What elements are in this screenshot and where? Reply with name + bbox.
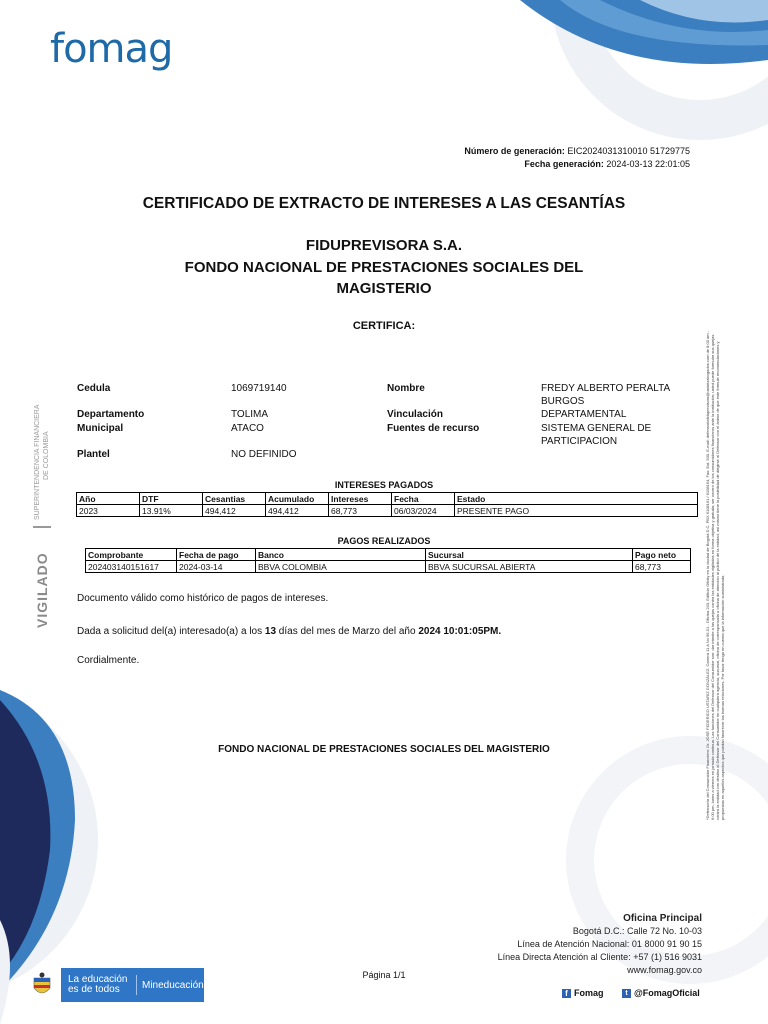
col-header: Estado [455,493,698,505]
table-cell: BBVA SUCURSAL ABIERTA [426,561,633,573]
legal-notice-text: *Defensoría del Consumidor Financiero: Dr. JOSÉ FEDERICO USTARIZ GONZÁLEZ. Carrera 11 A No 96-51 - Oficina 203, Edificio Oficity en la ciudad de Bogotá D.C. PBX 6108161 / 6108164, Fax: Ext. 500. E-mail: defensoriafiduprevisora@ustarizabogados.com de 8:00 am - 6:00 pm, lunes a viernes en jornada continua. Las funciones del Defensor del Consumidor son: dar trámite a las quejas contra las entidades vigiladas en forma objetiva y gratuita; ser vocero de los consumidores financieros ante la institución; usted puede formular sus quejas contra la entidad con destino al Defensor del Consumidor en cualquiera agencia, sucursal, oficina de corresponsalía u oficina de atención al público de la entidad, así mismo tiene la posibilidad de dirigirse al Defensor con el ánimo de que éste formule recomendaciones y propuestas en aquellos aspectos que puedan favorecer las buenas relaciones. Por favor tenga en cuenta que la información suministrada. [705,330,725,820]
vinculacion-label: Vinculación [387,409,443,420]
office-line-cliente: Línea Directa Atención al Cliente: +57 (1) 516 9031 [497,952,702,962]
col-header: Cesantias [203,493,266,505]
col-header: DTF [140,493,203,505]
table-cell: 494,412 [266,505,329,517]
fuentes-value-1: SISTEMA GENERAL DE [541,423,652,434]
office-web[interactable]: www.fomag.gov.co [627,965,702,975]
table-row [86,561,691,573]
entity-line-1: FIDUPREVISORA S.A. [305,237,463,254]
intereses-title: INTERESES PAGADOS [334,480,434,490]
education-slogan: La educación es de todos [61,975,137,995]
col-header: Intereses [329,493,392,505]
table-cell: 494,412 [203,505,266,517]
col-header: Fecha [392,493,455,505]
table-cell: 68,773 [633,561,691,573]
table-cell: 2023 [77,505,140,517]
office-line-nacional: Línea de Atención Nacional: 01 8000 91 90 15 [517,939,702,949]
cedula-value: 1069719140 [231,383,287,394]
municipal-label: Municipal [77,423,124,434]
generation-date: Fecha generación: 2024-03-13 22:01:05 [524,159,690,169]
pagos-table [85,548,691,573]
vigilado-divider [33,526,51,528]
departamento-label: Departamento [77,409,145,420]
vinculacion-value: DEPARTAMENTAL [541,409,627,420]
col-header: Fecha de pago [177,549,256,561]
page-number: Página 1/1 [362,970,406,980]
municipal-value: ATACO [231,423,264,434]
fomag-logo: fomag [50,26,173,72]
intereses-table [76,492,698,517]
twitter-icon: t [622,989,631,998]
office-title: Oficina Principal [623,913,702,924]
col-header: Acumulado [266,493,329,505]
facebook-icon: f [562,989,571,998]
table-header-row [86,549,691,561]
request-text: Dada a solicitud del(a) interesado(a) a los 13 días del mes de Marzo del año 2024 10:01:05PM. [77,626,502,637]
valid-document-text: Documento válido como histórico de pagos de intereses. [77,593,329,604]
table-row [77,505,698,517]
plantel-value: NO DEFINIDO [231,449,297,460]
generation-number: Número de generación: EIC2024031310010 51729775 [464,146,690,156]
signature-entity: FONDO NACIONAL DE PRESTACIONES SOCIALES DEL MAGISTERIO [218,744,550,755]
vigilado-stamp: VIGILADO [34,552,50,628]
closing-text: Cordialmente. [77,655,140,666]
legal-notice [705,330,725,820]
col-header: Banco [256,549,426,561]
departamento-value: TOLIMA [231,409,269,420]
table-header-row [77,493,698,505]
office-info [498,912,702,977]
cedula-label: Cedula [77,383,111,394]
table-cell: 2024-03-14 [177,561,256,573]
superintendencia-line-1: SUPERINTENDENCIA FINANCIERA [34,404,41,520]
superintendencia-line-2: DE COLOMBIA [43,431,50,480]
nombre-value-2: BURGOS [541,396,585,407]
education-banner [61,968,204,1002]
plantel-label: Plantel [77,449,110,460]
col-header: Pago neto [633,549,691,561]
col-header: Comprobante [86,549,177,561]
fuentes-value-2: PARTICIPACION [541,436,618,447]
entity-line-3: MAGISTERIO [336,280,432,297]
document-title: CERTIFICADO DE EXTRACTO DE INTERESES A LAS CESANTÍAS [142,195,626,212]
table-cell: 68,773 [329,505,392,517]
table-cell: 06/03/2024 [392,505,455,517]
fuentes-label: Fuentes de recurso [387,423,480,434]
table-cell: 202403140151617 [86,561,177,573]
col-header: Año [77,493,140,505]
table-cell: BBVA COLOMBIA [256,561,426,573]
table-cell: 13.91% [140,505,203,517]
col-header: Sucursal [426,549,633,561]
mineducacion-label: Mineducación [142,979,204,991]
colombia-crest-icon [31,972,53,1000]
office-address: Bogotá D.C.: Calle 72 No. 10-03 [572,926,702,936]
nombre-label: Nombre [387,383,425,394]
certifica-heading: CERTIFICA: [352,320,416,332]
entity-line-2: FONDO NACIONAL DE PRESTACIONES SOCIALES DEL [184,259,584,276]
pagos-title: PAGOS REALIZADOS [337,536,431,546]
table-cell: PRESENTE PAGO [455,505,698,517]
nombre-value-1: FREDY ALBERTO PERALTA [541,383,671,394]
facebook-link[interactable]: f Fomag [562,988,604,998]
twitter-link[interactable]: t @FomagOficial [622,988,700,998]
